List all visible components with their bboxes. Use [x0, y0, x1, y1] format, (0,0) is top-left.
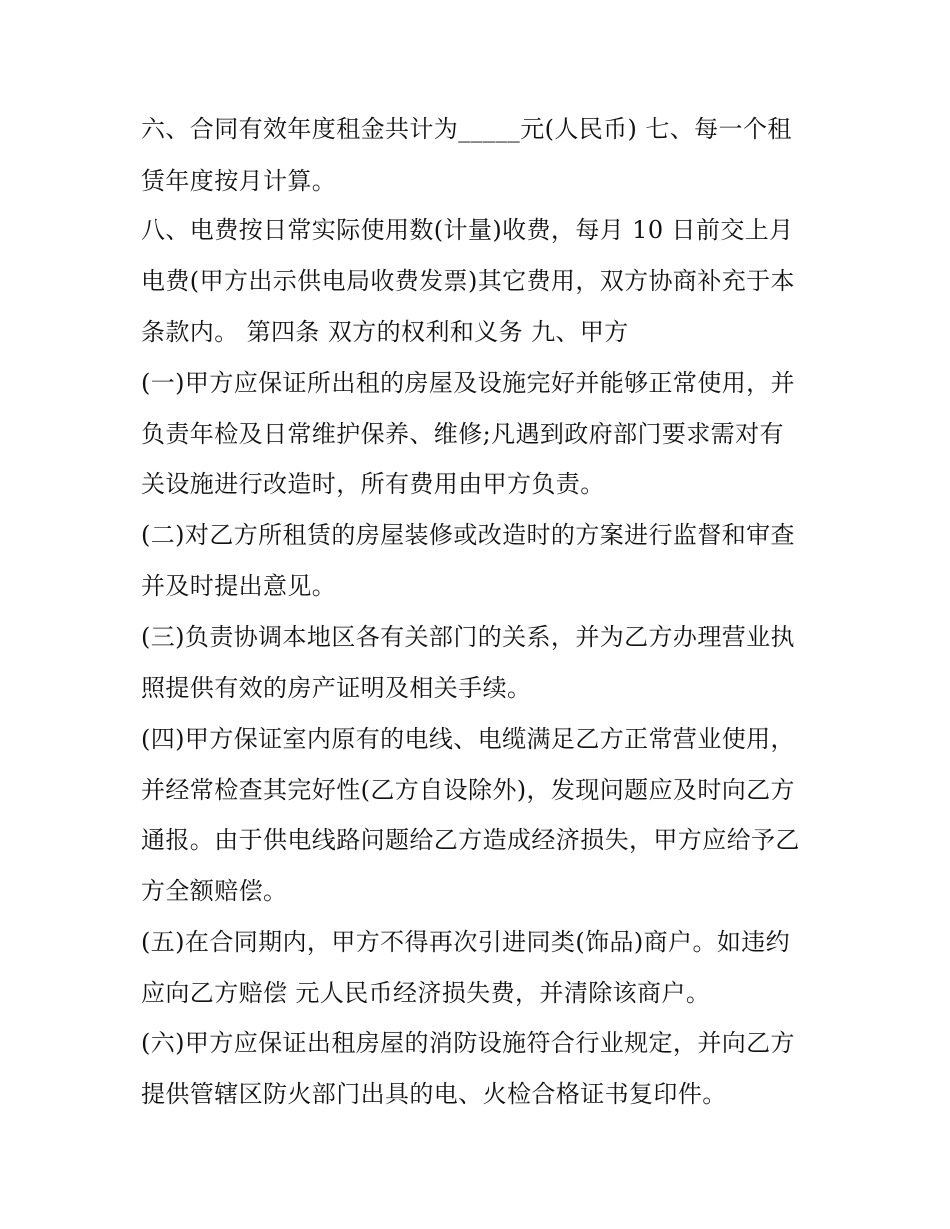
- text-line: 八、电费按日常实际使用数(计量)收费，每月 10 日前交上月: [141, 216, 794, 244]
- text-line: 并及时提出意见。: [141, 572, 337, 600]
- text-line: 电费(甲方出示供电局收费发票)其它费用，双方协商补充于本: [141, 267, 795, 295]
- text-line: (一)甲方应保证所出租的房屋及设施完好并能够正常使用，并: [141, 369, 795, 397]
- text-line: 负责年检及日常维护保养、维修;凡遇到政府部门要求需对有: [141, 420, 784, 448]
- text-line: (四)甲方保证室内原有的电线、电缆满足乙方正常营业使用，: [141, 725, 795, 753]
- text-line: 赁年度按月计算。: [141, 167, 337, 195]
- text-line: 六、合同有效年度租金共计为_____元(人民币) 七、每一个租: [141, 115, 792, 143]
- text-line: (六)甲方应保证出租房屋的消防设施符合行业规定，并向乙方: [141, 1029, 795, 1057]
- text-line: (五)在合同期内，甲方不得再次引进同类(饰品)商户。如违约: [141, 928, 791, 956]
- text-line: 提供管辖区防火部门出具的电、火检合格证书复印件。: [141, 1080, 727, 1108]
- text-line: 通报。由于供电线路问题给乙方造成经济损失，甲方应给予乙: [141, 826, 800, 854]
- text-line: 照提供有效的房产证明及相关手续。: [141, 674, 532, 702]
- text-line: (二)对乙方所租赁的房屋装修或改造时的方案进行监督和审查: [141, 521, 795, 549]
- text-line: 应向乙方赔偿 元人民币经济损失费，并清除该商户。: [141, 979, 711, 1007]
- text-line: 并经常检查其完好性(乙方自设除外)，发现问题应及时向乙方: [141, 776, 795, 804]
- text-line: (三)负责协调本地区各有关部门的关系，并为乙方办理营业执: [141, 623, 795, 651]
- text-line: 方全额赔偿。: [141, 877, 288, 905]
- text-line: 条款内。 第四条 双方的权利和义务 九、甲方: [141, 318, 629, 346]
- text-line: 关设施进行改造时，所有费用由甲方负责。: [141, 470, 605, 498]
